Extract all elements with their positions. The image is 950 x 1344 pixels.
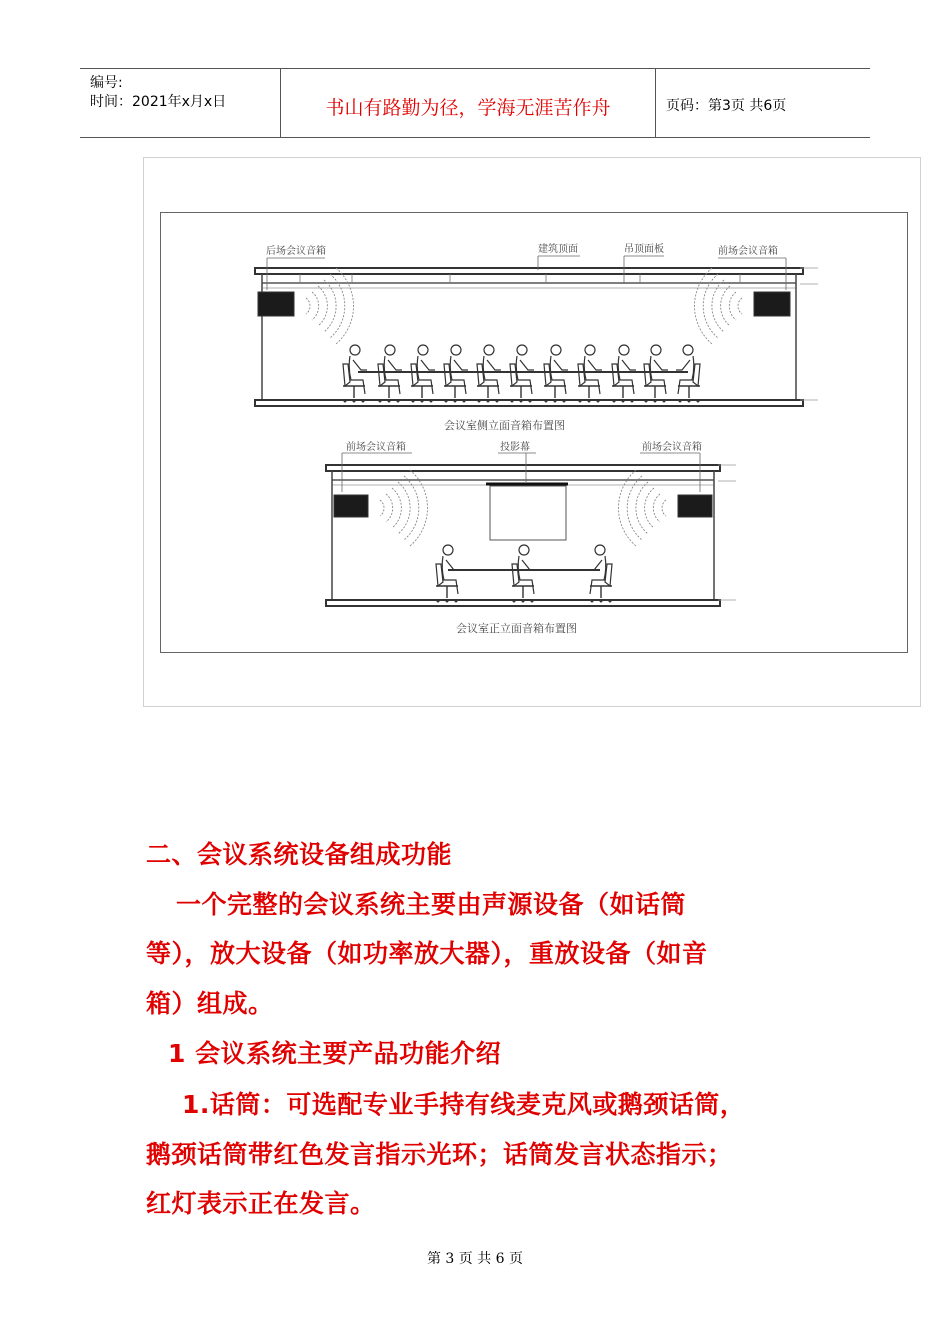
paragraph-line: 等），放大设备（如功率放大器），重放设备（如音 xyxy=(146,939,708,968)
front-view-caption: 会议室正立面音箱布置图 xyxy=(456,622,577,635)
item-line: 鹅颈话筒带红色发言指示光环；话筒发言状态指示； xyxy=(146,1140,733,1169)
side-view-caption: 会议室侧立面音箱布置图 xyxy=(444,419,565,432)
building-top-label: 建筑顶面 xyxy=(538,244,578,255)
date-label: 时间：2021年x月x日 xyxy=(90,94,227,110)
front-left-speaker-label: 前场会议音箱 xyxy=(346,442,406,453)
projection-screen-label: 投影幕 xyxy=(500,442,530,453)
motto: 书山有路勤为径，学海无涯苦作舟 xyxy=(325,97,611,119)
rear-speaker-label: 后场会议音箱 xyxy=(266,246,326,257)
number-label: 编号: xyxy=(90,75,123,91)
paragraph-line: 一个完整的会议系统主要由声源设备（如话筒 xyxy=(176,890,687,919)
front-right-speaker-label: 前场会议音箱 xyxy=(642,442,702,453)
page-footer: 第 3 页 共 6 页 xyxy=(426,1251,524,1267)
page-info: 页码：第3页 共6页 xyxy=(666,98,787,114)
front-elevation xyxy=(326,453,736,606)
section-heading: 二、会议系统设备组成功能 xyxy=(146,840,453,869)
side-elevation xyxy=(255,256,818,406)
ceiling-panel-label: 吊顶面板 xyxy=(624,244,664,255)
item-line: 红灯表示正在发言。 xyxy=(146,1189,376,1218)
subheading: 1 会议系统主要产品功能介绍 xyxy=(168,1039,502,1068)
front-speaker-label: 前场会议音箱 xyxy=(718,246,778,257)
paragraph-line: 箱）组成。 xyxy=(146,989,274,1018)
item-line: 1.话筒：可选配专业手持有线麦克风或鹅颈话筒， xyxy=(182,1090,746,1119)
